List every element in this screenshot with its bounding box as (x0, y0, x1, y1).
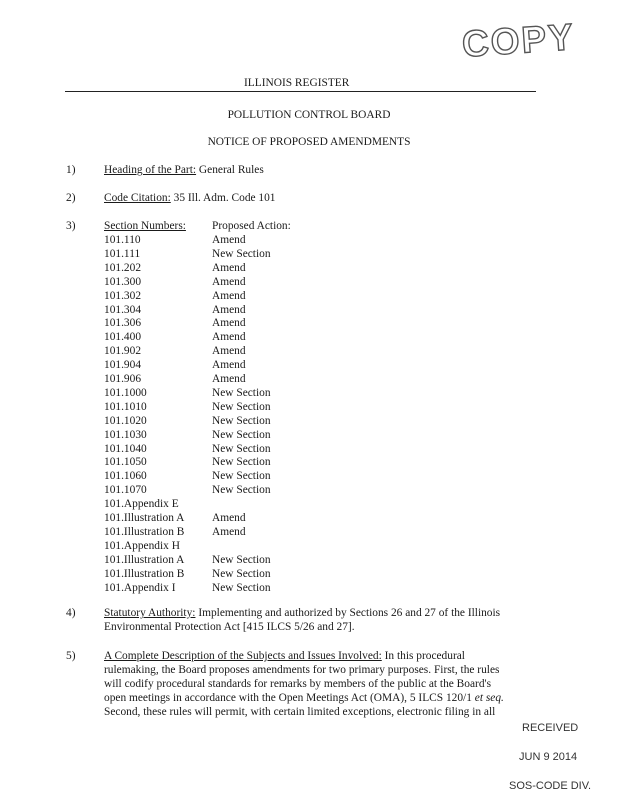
section-number: 101.1010 (104, 400, 147, 413)
board-title: POLLUTION CONTROL BOARD (227, 109, 391, 121)
description-line-3: will codify procedural standards for remarks by members of the public at the Board's (104, 678, 492, 690)
section-numbers-header: Section Numbers: (104, 220, 186, 232)
section-action: New Section (212, 484, 271, 497)
item-number-4: 4) (66, 607, 76, 619)
section-action: Amend (212, 234, 246, 246)
section-number: 101.304 (104, 303, 142, 316)
section-number: 101.Illustration A (104, 512, 185, 524)
section-action: Amend (212, 359, 246, 372)
item-number-5: 5) (66, 650, 76, 662)
copy-stamp: COPY (460, 16, 577, 65)
section-action: New Section (212, 400, 271, 413)
section-action: Amend (212, 261, 246, 274)
section-number: 101.110 (104, 234, 141, 246)
item-number-2: 2) (66, 192, 76, 204)
section-number: 101.902 (104, 345, 142, 358)
section-number: 101.302 (104, 289, 142, 302)
code-citation (104, 192, 276, 206)
section-number: 101.1050 (104, 456, 147, 469)
heading-of-part (104, 164, 264, 178)
section-number: 101.300 (104, 275, 142, 288)
description-line-4-italic: et seq. (474, 692, 504, 704)
description-text-1: In this procedural (384, 650, 465, 662)
section-number: 101.111 (104, 247, 141, 260)
section-action: New Section (212, 581, 271, 594)
section-number: 101.202 (104, 261, 142, 274)
section-number: 101.Illustration B (104, 525, 185, 538)
heading-label: Heading of the Part: (104, 164, 197, 176)
code-value: 35 Ill. Adm. Code 101 (173, 192, 276, 204)
received-label: RECEIVED (522, 722, 579, 734)
item-number-3: 3) (66, 220, 76, 232)
section-action: New Section (212, 553, 271, 566)
section-action: Amend (212, 373, 246, 385)
section-number: 101.400 (104, 331, 142, 344)
section-number: 101.1040 (104, 442, 147, 455)
section-number: 101.904 (104, 359, 142, 372)
item-number-1: 1) (66, 164, 76, 176)
section-action: Amend (212, 303, 246, 316)
section-number: 101.Appendix E (104, 498, 179, 511)
section-number: 101.1000 (104, 386, 147, 399)
section-number: 101.1020 (104, 414, 147, 427)
section-action: Amend (212, 275, 246, 288)
description-label: A Complete Description of the Subjects and Issues Involved: (104, 650, 382, 662)
notice-title: NOTICE OF PROPOSED AMENDMENTS (207, 136, 411, 148)
section-action: New Section (212, 442, 271, 455)
section-action: Amend (212, 289, 246, 302)
section-action: Amend (212, 331, 246, 344)
proposed-action-header: Proposed Action: (212, 220, 291, 232)
description-line-1 (104, 650, 584, 664)
section-action: New Section (212, 470, 271, 483)
section-number: 101.906 (104, 373, 142, 385)
register-header: ILLINOIS REGISTER (244, 77, 350, 89)
section-number: 101.306 (104, 317, 142, 330)
description-line-2: rulemaking, the Board proposes amendments for two primary purposes. First, the rules (104, 664, 500, 676)
authority-text-2: Environmental Protection Act [415 ILCS 5/26 and 27]. (104, 621, 355, 633)
description-line-5: Second, these rules will permit, with certain limited exceptions, electronic filing in all (104, 706, 496, 718)
header-rule (65, 91, 536, 92)
section-number: 101.1060 (104, 470, 147, 483)
section-number: 101.Illustration B (104, 567, 185, 580)
section-number: 101.1030 (104, 428, 147, 441)
authority-label: Statutory Authority: (104, 607, 196, 619)
section-action: New Section (212, 414, 271, 427)
description-line-4-text: open meetings in accordance with the Open Meetings Act (OMA), 5 ILCS 120/1 (104, 692, 472, 704)
section-number: 101.1070 (104, 484, 147, 497)
code-label: Code Citation: (104, 192, 171, 204)
received-division: SOS-CODE DIV. (509, 780, 592, 792)
statutory-authority (104, 607, 544, 621)
section-number: 101.Appendix H (104, 539, 180, 552)
description-line-4 (104, 692, 544, 706)
section-action: New Section (212, 386, 271, 399)
received-date: JUN 9 2014 (519, 751, 578, 763)
section-action: Amend (212, 345, 246, 358)
section-number: 101.Illustration A (104, 553, 185, 566)
section-action: Amend (212, 512, 246, 524)
section-action: New Section (212, 428, 271, 441)
section-action: New Section (212, 247, 271, 260)
section-number: 101.Appendix I (104, 581, 176, 594)
section-action: Amend (212, 317, 246, 330)
section-action: New Section (212, 456, 271, 469)
authority-text-1: Implementing and authorized by Sections 26 and 27 of the Illinois (198, 607, 501, 619)
section-action: Amend (212, 525, 246, 538)
section-action: New Section (212, 567, 271, 580)
heading-value: General Rules (198, 164, 264, 176)
